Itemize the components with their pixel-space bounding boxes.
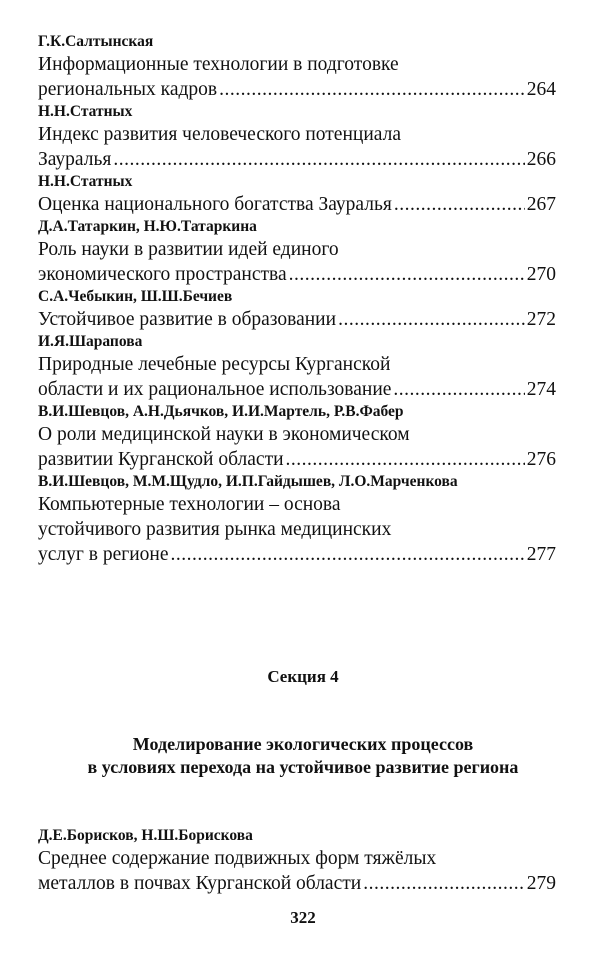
dot-leader (338, 307, 525, 332)
entry-title-line: Информационные технологии в подготовке (38, 54, 399, 75)
entry-page-number: 277 (526, 544, 556, 565)
entry-title-last-line (38, 542, 556, 567)
entry-page-number: 267 (526, 194, 556, 215)
dot-leader (363, 871, 525, 896)
entry-page-number: 266 (526, 149, 556, 170)
entry-page-number: 270 (526, 264, 556, 285)
entry-title-line: Устойчивое развитие в образовании (38, 309, 337, 330)
entry-authors: Н.Н.Статных (38, 173, 133, 190)
entry-authors: Д.А.Татаркин, Н.Ю.Татаркина (38, 218, 257, 235)
dot-leader (219, 77, 525, 102)
entry-page-number: 264 (526, 79, 556, 100)
toc-list-bottom (38, 826, 556, 896)
entry-authors: Д.Е.Борисков, Н.Ш.Борискова (38, 827, 253, 844)
entry-authors: В.И.Шевцов, А.Н.Дьячков, И.И.Мартель, Р.В.Фабер (38, 403, 404, 420)
entry-authors: Г.К.Салтынская (38, 33, 154, 50)
entry-page-number: 276 (526, 449, 556, 470)
toc-entry (38, 32, 556, 102)
entry-title-line: Индекс развития человеческого потенциала (38, 124, 401, 145)
entry-title-line: устойчивого развития рынка медицинских (38, 519, 392, 540)
entry-title-line: области и их рациональное использование (38, 379, 392, 400)
entry-page-number: 272 (526, 309, 556, 330)
toc-entry (38, 332, 556, 402)
entry-title-last-line (38, 147, 556, 172)
entry-title-line: Зауралья (38, 149, 112, 170)
section-title (0, 733, 606, 779)
section-title-line: Моделирование экологических процессов (132, 734, 474, 754)
entry-title-last-line (38, 377, 556, 402)
entry-title-line: Компьютерные технологии – основа (38, 494, 341, 515)
entry-title-line: развитии Курганской области (38, 449, 284, 470)
entry-title-line: региональных кадров (38, 79, 218, 100)
entry-page-number: 279 (526, 873, 556, 894)
entry-authors: Н.Н.Статных (38, 103, 133, 120)
dot-leader (113, 147, 524, 172)
dot-leader (393, 377, 524, 402)
entry-title-line: Природные лечебные ресурсы Курганской (38, 354, 391, 375)
toc-entry (38, 217, 556, 287)
page-number: 322 (290, 908, 316, 927)
section-label: Секция 4 (267, 667, 339, 686)
toc-entry (38, 826, 556, 896)
entry-authors: И.Я.Шарапова (38, 333, 143, 350)
toc-entry (38, 102, 556, 172)
section-title-line: в условиях перехода на устойчивое развитие региона (87, 757, 519, 777)
dot-leader (394, 192, 525, 217)
entry-title-last-line (38, 262, 556, 287)
toc-entry (38, 402, 556, 472)
entry-title-line: О роли медицинской науки в экономическом (38, 424, 410, 445)
entry-page-number: 274 (526, 379, 556, 400)
entry-authors: В.И.Шевцов, М.М.Щудло, И.П.Гайдышев, Л.О.Марченкова (38, 473, 458, 490)
entry-title-line: услуг в регионе (38, 544, 169, 565)
entry-title-line: Среднее содержание подвижных форм тяжёлых (38, 848, 437, 869)
entry-title-line: Оценка национального богатства Зауралья (38, 194, 392, 215)
entry-title-last-line (38, 77, 556, 102)
dot-leader (289, 262, 525, 287)
entry-title-last-line (38, 447, 556, 472)
entry-authors: С.А.Чебыкин, Ш.Ш.Бечиев (38, 288, 233, 305)
dot-leader (286, 447, 525, 472)
dot-leader (171, 542, 525, 567)
entry-title-last-line (38, 192, 556, 217)
toc-entry (38, 287, 556, 332)
toc-entry (38, 472, 556, 567)
toc-entry (38, 172, 556, 217)
entry-title-line: металлов в почвах Курганской области (38, 873, 362, 894)
toc-list-top (38, 32, 556, 567)
entry-title-line: экономического пространства (38, 264, 287, 285)
entry-title-line: Роль науки в развитии идей единого (38, 239, 339, 260)
entry-title-last-line (38, 307, 556, 332)
entry-title-last-line (38, 871, 556, 896)
